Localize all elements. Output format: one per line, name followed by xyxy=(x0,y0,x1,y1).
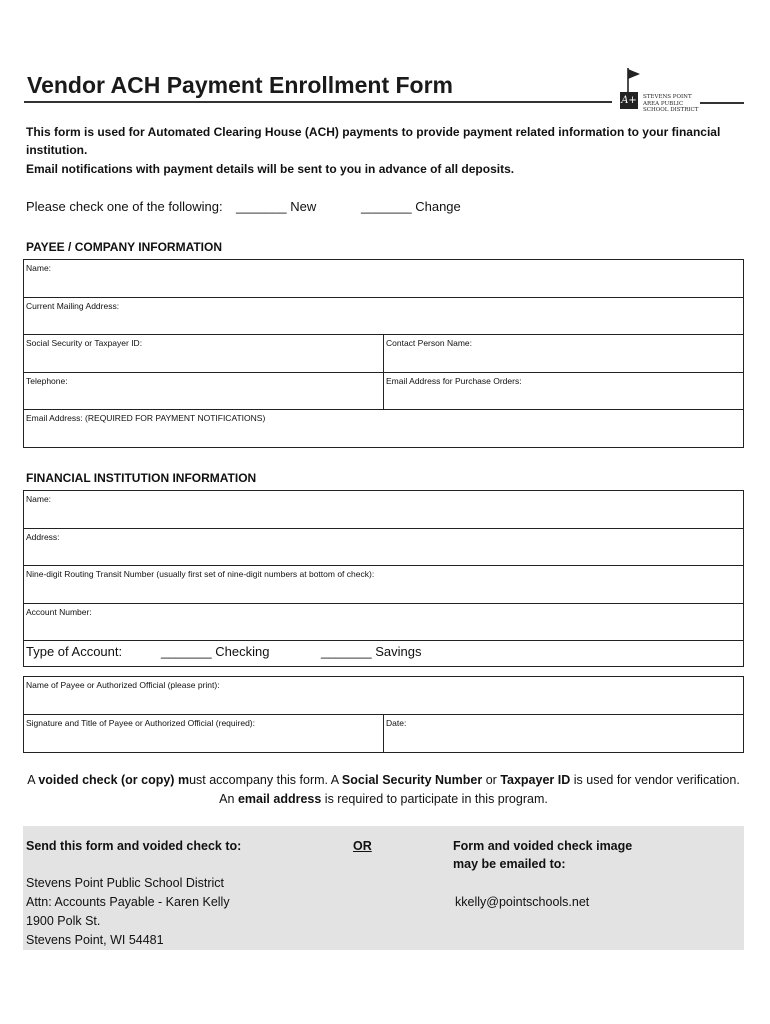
date-field[interactable]: Date: xyxy=(386,718,407,728)
email-heading-line1: Form and voided check image xyxy=(453,839,633,853)
submission-email-link[interactable]: kkelly@pointschools.net xyxy=(455,895,590,909)
intro-ach-text: This form is used for Automated Clearing House (ACH) payments to provide payment related information to your financial institution. xyxy=(26,125,721,157)
logo-text: STEVENS POINT AREA PUBLIC SCHOOL DISTRICT xyxy=(643,94,699,113)
bank-address-field[interactable]: Address: xyxy=(26,532,60,542)
checking-option[interactable]: _______ Checking xyxy=(161,644,270,659)
intro-notification-text: Email notifications with payment details will be sent to you in advance of all deposits. xyxy=(26,162,515,176)
requirements-notice: A voided check (or copy) must accompany this form. A Social Security Number or Taxpayer ID is used for vendor verification. An email address is required to participate in this program. xyxy=(27,773,740,806)
email-address-text: email address xyxy=(237,792,322,806)
notification-email-field[interactable]: Email Address: (REQUIRED FOR PAYMENT NOTIFICATIONS) xyxy=(26,413,266,423)
po-email-field[interactable]: Email Address for Purchase Orders: xyxy=(386,376,522,386)
tax-id-field[interactable]: Social Security or Taxpayer ID: xyxy=(24,335,384,372)
email-heading-line2: may be emailed to: xyxy=(453,857,566,871)
account-type-label: Type of Account: xyxy=(26,644,123,659)
mail-address-line2: Attn: Accounts Payable - Karen Kelly xyxy=(26,895,230,909)
page-title: Vendor ACH Payment Enrollment Form xyxy=(27,72,453,98)
title-divider xyxy=(24,101,612,103)
signature-table xyxy=(23,676,744,753)
logo-mark: A+ xyxy=(620,92,638,109)
mail-address-line4: Stevens Point, WI 54481 xyxy=(26,933,164,947)
payee-info-table xyxy=(23,259,744,448)
voided-check-text: voided check (or copy) m xyxy=(38,773,190,787)
send-heading: Send this form and voided check to: xyxy=(26,839,242,853)
account-number-field[interactable]: Account Number: xyxy=(26,607,92,617)
payee-print-name-field[interactable]: Name of Payee or Authorized Official (please print): xyxy=(26,680,220,690)
choice-prompt: Please check one of the following: xyxy=(26,199,223,214)
bank-name-field[interactable]: Name: xyxy=(26,494,52,504)
financial-info-table xyxy=(23,490,744,667)
savings-option[interactable]: _______ Savings xyxy=(321,644,422,659)
contact-person-field[interactable]: Contact Person Name: xyxy=(386,338,472,348)
mail-address-line3: 1900 Polk St. xyxy=(26,914,101,928)
flag-icon xyxy=(626,68,642,92)
routing-number-field[interactable]: Nine-digit Routing Transit Number (usually first set of nine-digit numbers at bottom of check): xyxy=(26,569,375,579)
new-option[interactable]: _______ New xyxy=(236,199,317,214)
mailing-address-field[interactable]: Current Mailing Address: xyxy=(26,301,120,311)
taxpayer-id-text: Taxpayer ID xyxy=(500,773,571,787)
change-option[interactable]: _______ Change xyxy=(361,199,461,214)
financial-section-title: FINANCIAL INSTITUTION INFORMATION xyxy=(26,471,257,485)
payee-section-title: PAYEE / COMPANY INFORMATION xyxy=(26,240,223,254)
signature-field[interactable]: Signature and Title of Payee or Authorized Official (required): xyxy=(24,715,384,752)
account-type-row xyxy=(24,641,743,666)
ssn-text: Social Security Number xyxy=(341,773,483,787)
district-logo xyxy=(620,68,702,114)
payee-name-field[interactable]: Name: xyxy=(26,263,52,273)
submission-instructions xyxy=(23,826,744,950)
or-divider-text: OR xyxy=(353,839,372,853)
mail-address-line1: Stevens Point Public School District xyxy=(26,876,225,890)
telephone-field[interactable]: Telephone: xyxy=(24,373,384,409)
logo-divider xyxy=(700,102,744,104)
